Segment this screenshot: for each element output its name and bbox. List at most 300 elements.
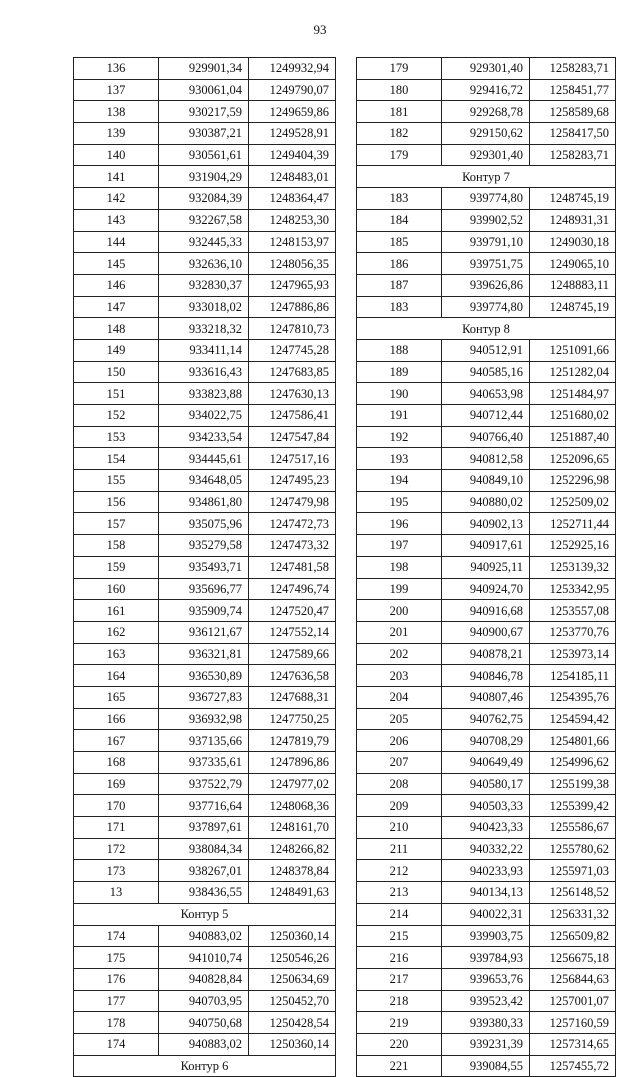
table-row	[74, 58, 336, 80]
x-coordinate: 932830,37	[159, 274, 249, 296]
point-number: 163	[74, 643, 159, 665]
x-coordinate: 940878,21	[442, 643, 530, 665]
x-coordinate: 930217,59	[159, 101, 249, 123]
y-coordinate: 1248483,01	[249, 166, 336, 188]
table-row	[74, 274, 336, 296]
y-coordinate: 1252925,16	[530, 535, 616, 557]
x-coordinate: 935279,58	[159, 535, 249, 557]
contour-header-row	[357, 318, 616, 340]
y-coordinate: 1247977,02	[249, 773, 336, 795]
contour-label: Контур 8	[357, 318, 616, 340]
table-row	[357, 1055, 616, 1077]
table-row	[74, 730, 336, 752]
point-number: 142	[74, 188, 159, 210]
x-coordinate: 940900,67	[442, 621, 530, 643]
x-coordinate: 936321,81	[159, 643, 249, 665]
table-row	[357, 882, 616, 904]
x-coordinate: 939902,52	[442, 209, 530, 231]
point-number: 220	[357, 1033, 442, 1055]
y-coordinate: 1247819,79	[249, 730, 336, 752]
table-row	[357, 513, 616, 535]
x-coordinate: 936727,83	[159, 686, 249, 708]
table-row	[74, 253, 336, 275]
point-number: 168	[74, 752, 159, 774]
point-number: 205	[357, 708, 442, 730]
table-row	[74, 643, 336, 665]
point-number: 136	[74, 58, 159, 80]
y-coordinate: 1255780,62	[530, 838, 616, 860]
point-number: 155	[74, 470, 159, 492]
point-number: 171	[74, 817, 159, 839]
y-coordinate: 1258451,77	[530, 79, 616, 101]
x-coordinate: 930387,21	[159, 123, 249, 145]
point-number: 139	[74, 123, 159, 145]
x-coordinate: 940828,84	[159, 968, 249, 990]
table-row	[74, 860, 336, 882]
point-number: 199	[357, 578, 442, 600]
x-coordinate: 940750,68	[159, 1012, 249, 1034]
y-coordinate: 1253770,76	[530, 621, 616, 643]
point-number: 148	[74, 318, 159, 340]
table-row	[357, 686, 616, 708]
contour-header-row	[74, 903, 336, 925]
x-coordinate: 933018,02	[159, 296, 249, 318]
table-row	[357, 58, 616, 80]
x-coordinate: 935075,96	[159, 513, 249, 535]
y-coordinate: 1249790,07	[249, 79, 336, 101]
y-coordinate: 1254594,42	[530, 708, 616, 730]
point-number: 158	[74, 535, 159, 557]
y-coordinate: 1251091,66	[530, 339, 616, 361]
point-number: 214	[357, 903, 442, 925]
x-coordinate: 930561,61	[159, 144, 249, 166]
table-row	[357, 274, 616, 296]
point-number: 153	[74, 426, 159, 448]
table-row	[357, 730, 616, 752]
table-row	[74, 209, 336, 231]
x-coordinate: 939084,55	[442, 1055, 530, 1077]
y-coordinate: 1255586,67	[530, 817, 616, 839]
y-coordinate: 1257001,07	[530, 990, 616, 1012]
table-row	[357, 600, 616, 622]
x-coordinate: 932084,39	[159, 188, 249, 210]
table-row	[74, 817, 336, 839]
y-coordinate: 1248068,36	[249, 795, 336, 817]
coordinates-table-left-body	[74, 58, 336, 1077]
y-coordinate: 1248378,84	[249, 860, 336, 882]
table-row	[74, 773, 336, 795]
y-coordinate: 1254996,62	[530, 752, 616, 774]
point-number: 180	[357, 79, 442, 101]
point-number: 211	[357, 838, 442, 860]
point-number: 198	[357, 556, 442, 578]
x-coordinate: 940925,11	[442, 556, 530, 578]
table-row	[74, 188, 336, 210]
x-coordinate: 931904,29	[159, 166, 249, 188]
y-coordinate: 1247636,58	[249, 665, 336, 687]
x-coordinate: 929416,72	[442, 79, 530, 101]
y-coordinate: 1256509,82	[530, 925, 616, 947]
point-number: 172	[74, 838, 159, 860]
y-coordinate: 1252096,65	[530, 448, 616, 470]
table-row	[74, 101, 336, 123]
y-coordinate: 1249528,91	[249, 123, 336, 145]
table-row	[357, 752, 616, 774]
x-coordinate: 940849,10	[442, 470, 530, 492]
y-coordinate: 1247750,25	[249, 708, 336, 730]
y-coordinate: 1248056,35	[249, 253, 336, 275]
x-coordinate: 934861,80	[159, 491, 249, 513]
x-coordinate: 940916,68	[442, 600, 530, 622]
table-row	[357, 1012, 616, 1034]
table-row	[74, 535, 336, 557]
y-coordinate: 1247810,73	[249, 318, 336, 340]
point-number: 179	[357, 58, 442, 80]
y-coordinate: 1251887,40	[530, 426, 616, 448]
point-number: 176	[74, 968, 159, 990]
x-coordinate: 932636,10	[159, 253, 249, 275]
x-coordinate: 937716,64	[159, 795, 249, 817]
x-coordinate: 940585,16	[442, 361, 530, 383]
y-coordinate: 1247688,31	[249, 686, 336, 708]
table-row	[74, 231, 336, 253]
coordinates-table-right	[356, 57, 616, 1077]
y-coordinate: 1247479,98	[249, 491, 336, 513]
point-number: 191	[357, 405, 442, 427]
point-number: 210	[357, 817, 442, 839]
y-coordinate: 1251282,04	[530, 361, 616, 383]
y-coordinate: 1252711,44	[530, 513, 616, 535]
table-row	[74, 925, 336, 947]
point-number: 190	[357, 383, 442, 405]
y-coordinate: 1248266,82	[249, 838, 336, 860]
y-coordinate: 1253557,08	[530, 600, 616, 622]
y-coordinate: 1250546,26	[249, 947, 336, 969]
point-number: 143	[74, 209, 159, 231]
point-number: 215	[357, 925, 442, 947]
x-coordinate: 939653,76	[442, 968, 530, 990]
y-coordinate: 1257160,59	[530, 1012, 616, 1034]
point-number: 194	[357, 470, 442, 492]
table-row	[74, 513, 336, 535]
table-row	[74, 448, 336, 470]
table-row	[357, 188, 616, 210]
point-number: 221	[357, 1055, 442, 1077]
table-row	[74, 123, 336, 145]
table-row	[74, 708, 336, 730]
point-number: 161	[74, 600, 159, 622]
x-coordinate: 940703,95	[159, 990, 249, 1012]
point-number: 169	[74, 773, 159, 795]
table-row	[74, 405, 336, 427]
y-coordinate: 1254395,76	[530, 686, 616, 708]
y-coordinate: 1256675,18	[530, 947, 616, 969]
y-coordinate: 1247886,86	[249, 296, 336, 318]
y-coordinate: 1249932,94	[249, 58, 336, 80]
point-number: 181	[357, 101, 442, 123]
table-row	[357, 535, 616, 557]
point-number: 167	[74, 730, 159, 752]
point-number: 166	[74, 708, 159, 730]
table-row	[74, 318, 336, 340]
x-coordinate: 941010,74	[159, 947, 249, 969]
table-row	[74, 166, 336, 188]
table-row	[74, 968, 336, 990]
point-number: 152	[74, 405, 159, 427]
x-coordinate: 933823,88	[159, 383, 249, 405]
x-coordinate: 933616,43	[159, 361, 249, 383]
x-coordinate: 939751,75	[442, 253, 530, 275]
x-coordinate: 935696,77	[159, 578, 249, 600]
y-coordinate: 1248491,63	[249, 882, 336, 904]
x-coordinate: 940766,40	[442, 426, 530, 448]
x-coordinate: 940880,02	[442, 491, 530, 513]
x-coordinate: 940883,02	[159, 1033, 249, 1055]
table-row	[74, 990, 336, 1012]
point-number: 160	[74, 578, 159, 600]
x-coordinate: 940649,49	[442, 752, 530, 774]
y-coordinate: 1258283,71	[530, 144, 616, 166]
point-number: 179	[357, 144, 442, 166]
y-coordinate: 1248883,11	[530, 274, 616, 296]
x-coordinate: 940762,75	[442, 708, 530, 730]
table-row	[357, 470, 616, 492]
y-coordinate: 1258417,50	[530, 123, 616, 145]
x-coordinate: 940653,98	[442, 383, 530, 405]
y-coordinate: 1251484,97	[530, 383, 616, 405]
table-row	[357, 79, 616, 101]
x-coordinate: 939380,33	[442, 1012, 530, 1034]
contour-header-row	[74, 1055, 336, 1077]
y-coordinate: 1253973,14	[530, 643, 616, 665]
table-row	[357, 903, 616, 925]
x-coordinate: 940423,33	[442, 817, 530, 839]
table-row	[357, 209, 616, 231]
x-coordinate: 939774,80	[442, 188, 530, 210]
y-coordinate: 1248931,31	[530, 209, 616, 231]
x-coordinate: 940233,93	[442, 860, 530, 882]
table-row	[357, 578, 616, 600]
y-coordinate: 1247630,13	[249, 383, 336, 405]
y-coordinate: 1248253,30	[249, 209, 336, 231]
y-coordinate: 1258283,71	[530, 58, 616, 80]
point-number: 213	[357, 882, 442, 904]
table-row	[357, 947, 616, 969]
x-coordinate: 937135,66	[159, 730, 249, 752]
point-number: 192	[357, 426, 442, 448]
table-row	[74, 752, 336, 774]
table-row	[357, 339, 616, 361]
point-number: 193	[357, 448, 442, 470]
x-coordinate: 940812,58	[442, 448, 530, 470]
y-coordinate: 1247472,73	[249, 513, 336, 535]
point-number: 162	[74, 621, 159, 643]
table-row	[357, 838, 616, 860]
point-number: 178	[74, 1012, 159, 1034]
table-row	[357, 405, 616, 427]
contour-header-row	[357, 166, 616, 188]
y-coordinate: 1248364,47	[249, 188, 336, 210]
y-coordinate: 1248153,97	[249, 231, 336, 253]
y-coordinate: 1257314,65	[530, 1033, 616, 1055]
coordinates-table-left	[73, 57, 336, 1077]
x-coordinate: 929150,62	[442, 123, 530, 145]
y-coordinate: 1252509,02	[530, 491, 616, 513]
x-coordinate: 935909,74	[159, 600, 249, 622]
table-row	[357, 556, 616, 578]
table-row	[74, 361, 336, 383]
point-number: 174	[74, 925, 159, 947]
x-coordinate: 939523,42	[442, 990, 530, 1012]
x-coordinate: 940924,70	[442, 578, 530, 600]
table-row	[357, 491, 616, 513]
table-row	[357, 123, 616, 145]
table-row	[357, 1033, 616, 1055]
x-coordinate: 940022,31	[442, 903, 530, 925]
x-coordinate: 940902,13	[442, 513, 530, 535]
point-number: 212	[357, 860, 442, 882]
point-number: 138	[74, 101, 159, 123]
point-number: 207	[357, 752, 442, 774]
y-coordinate: 1251680,02	[530, 405, 616, 427]
point-number: 146	[74, 274, 159, 296]
y-coordinate: 1256331,32	[530, 903, 616, 925]
y-coordinate: 1253342,95	[530, 578, 616, 600]
y-coordinate: 1247547,84	[249, 426, 336, 448]
point-number: 174	[74, 1033, 159, 1055]
x-coordinate: 936530,89	[159, 665, 249, 687]
y-coordinate: 1256148,52	[530, 882, 616, 904]
table-row	[357, 795, 616, 817]
point-number: 140	[74, 144, 159, 166]
y-coordinate: 1247745,28	[249, 339, 336, 361]
table-row	[357, 925, 616, 947]
point-number: 137	[74, 79, 159, 101]
point-number: 208	[357, 773, 442, 795]
y-coordinate: 1247552,14	[249, 621, 336, 643]
table-row	[74, 296, 336, 318]
y-coordinate: 1247481,58	[249, 556, 336, 578]
point-number: 197	[357, 535, 442, 557]
x-coordinate: 940807,46	[442, 686, 530, 708]
table-row	[357, 968, 616, 990]
y-coordinate: 1255399,42	[530, 795, 616, 817]
table-row	[74, 470, 336, 492]
y-coordinate: 1254185,11	[530, 665, 616, 687]
x-coordinate: 937335,61	[159, 752, 249, 774]
x-coordinate: 939791,10	[442, 231, 530, 253]
point-number: 204	[357, 686, 442, 708]
table-row	[74, 947, 336, 969]
x-coordinate: 940846,78	[442, 665, 530, 687]
y-coordinate: 1249659,86	[249, 101, 336, 123]
table-row	[74, 79, 336, 101]
point-number: 188	[357, 339, 442, 361]
point-number: 183	[357, 296, 442, 318]
x-coordinate: 938436,55	[159, 882, 249, 904]
y-coordinate: 1257455,72	[530, 1055, 616, 1077]
point-number: 218	[357, 990, 442, 1012]
point-number: 165	[74, 686, 159, 708]
y-coordinate: 1247495,23	[249, 470, 336, 492]
point-number: 186	[357, 253, 442, 275]
point-number: 156	[74, 491, 159, 513]
point-number: 202	[357, 643, 442, 665]
x-coordinate: 939784,93	[442, 947, 530, 969]
y-coordinate: 1254801,66	[530, 730, 616, 752]
table-row	[74, 1033, 336, 1055]
point-number: 13	[74, 882, 159, 904]
x-coordinate: 934233,54	[159, 426, 249, 448]
point-number: 145	[74, 253, 159, 275]
point-number: 177	[74, 990, 159, 1012]
table-row	[74, 144, 336, 166]
table-row	[357, 817, 616, 839]
point-number: 195	[357, 491, 442, 513]
y-coordinate: 1247473,32	[249, 535, 336, 557]
table-row	[357, 296, 616, 318]
x-coordinate: 930061,04	[159, 79, 249, 101]
point-number: 149	[74, 339, 159, 361]
table-row	[74, 686, 336, 708]
point-number: 175	[74, 947, 159, 969]
point-number: 201	[357, 621, 442, 643]
coordinates-table-right-body	[357, 58, 616, 1077]
x-coordinate: 933411,14	[159, 339, 249, 361]
point-number: 209	[357, 795, 442, 817]
table-row	[74, 795, 336, 817]
x-coordinate: 933218,32	[159, 318, 249, 340]
point-number: 150	[74, 361, 159, 383]
point-number: 196	[357, 513, 442, 535]
table-row	[74, 491, 336, 513]
point-number: 164	[74, 665, 159, 687]
table-row	[357, 101, 616, 123]
point-number: 189	[357, 361, 442, 383]
x-coordinate: 940134,13	[442, 882, 530, 904]
point-number: 159	[74, 556, 159, 578]
x-coordinate: 940708,29	[442, 730, 530, 752]
table-row	[357, 773, 616, 795]
y-coordinate: 1249065,10	[530, 253, 616, 275]
y-coordinate: 1249404,39	[249, 144, 336, 166]
table-row	[357, 231, 616, 253]
point-number: 144	[74, 231, 159, 253]
y-coordinate: 1250634,69	[249, 968, 336, 990]
x-coordinate: 934445,61	[159, 448, 249, 470]
y-coordinate: 1255971,03	[530, 860, 616, 882]
y-coordinate: 1256844,63	[530, 968, 616, 990]
y-coordinate: 1247683,85	[249, 361, 336, 383]
point-number: 157	[74, 513, 159, 535]
x-coordinate: 932267,58	[159, 209, 249, 231]
table-row	[357, 708, 616, 730]
point-number: 170	[74, 795, 159, 817]
y-coordinate: 1250428,54	[249, 1012, 336, 1034]
point-number: 147	[74, 296, 159, 318]
x-coordinate: 929268,78	[442, 101, 530, 123]
table-row	[357, 253, 616, 275]
y-coordinate: 1253139,32	[530, 556, 616, 578]
x-coordinate: 937522,79	[159, 773, 249, 795]
table-row	[357, 426, 616, 448]
x-coordinate: 936121,67	[159, 621, 249, 643]
point-number: 203	[357, 665, 442, 687]
page-number: 93	[313, 22, 327, 37]
point-number: 217	[357, 968, 442, 990]
y-coordinate: 1247520,47	[249, 600, 336, 622]
table-row	[357, 361, 616, 383]
